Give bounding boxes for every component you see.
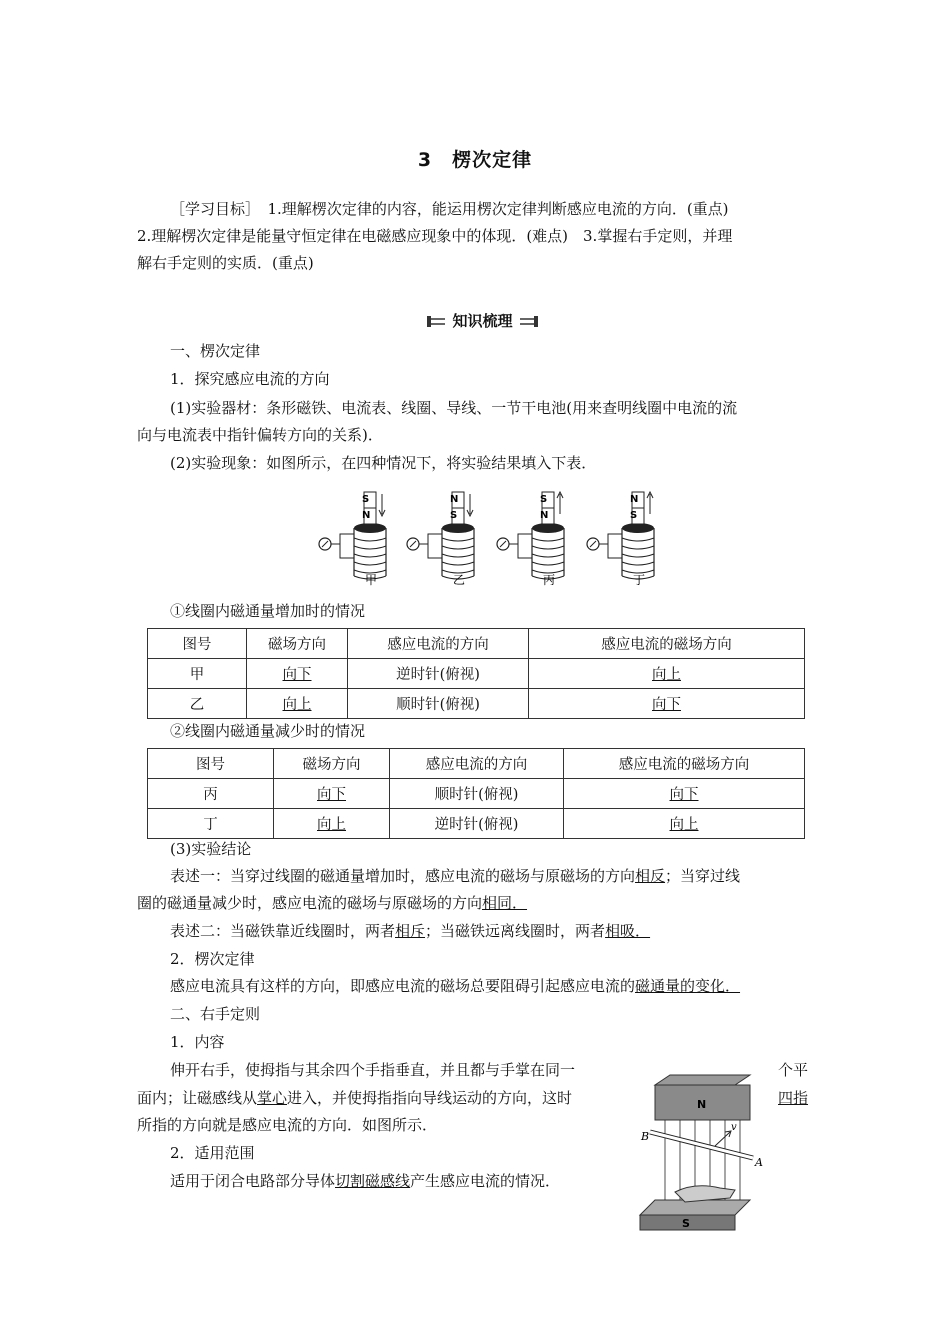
table-cell: 向下 <box>274 779 390 809</box>
magnet-pole-label: N <box>450 494 459 505</box>
table-header: 磁场方向 <box>274 749 390 779</box>
table-row <box>148 809 805 839</box>
table-flux-decrease <box>147 748 805 839</box>
paragraph: 面内；让磁感线从掌心进入，并使拇指指向导线运动的方向，这时 <box>137 1089 573 1107</box>
figure-label-yi: 乙 <box>453 573 466 587</box>
table-row <box>148 659 805 689</box>
subsection-heading: 2．楞次定律 <box>170 950 255 968</box>
paragraph: (2)实验现象：如图所示，在四种情况下，将实验结果填入下表． <box>170 454 597 472</box>
figure-label-ding: 丁 <box>633 573 646 587</box>
subsection-heading: 2．适用范围 <box>170 1144 255 1162</box>
table-header: 感应电流的磁场方向 <box>529 629 805 659</box>
table-cell: 向上 <box>564 809 805 839</box>
learning-goals-line3: 解右手定则的实质．(重点) <box>137 254 314 272</box>
table-header-row <box>148 629 805 659</box>
section2-heading: 二、右手定则 <box>170 1005 261 1023</box>
table-cell: 丁 <box>148 809 274 839</box>
conclusion-line2: 圈的磁通量减少时，感应电流的磁场与原磁场的方向相同． <box>137 894 528 912</box>
coil-diagram-ding <box>587 492 654 579</box>
figure-label-jia: 甲 <box>365 573 378 587</box>
pole-label-n: N <box>697 1098 707 1111</box>
table-row <box>148 779 805 809</box>
subsection-heading: 1．内容 <box>170 1033 225 1051</box>
table-flux-increase <box>147 628 805 719</box>
table-header-row <box>148 749 805 779</box>
experiment-figure <box>310 488 670 588</box>
table-cell: 顺时针(俯视) <box>390 779 564 809</box>
wire-label-a: A <box>755 1156 763 1169</box>
subsection-heading: 1．探究感应电流的方向 <box>170 370 330 388</box>
paragraph-tail: 四指 <box>778 1089 809 1107</box>
section-badge <box>425 311 540 333</box>
paragraph: 所指的方向就是感应电流的方向．如图所示． <box>137 1116 438 1134</box>
table-header: 图号 <box>148 629 247 659</box>
magnet-pole-label: N <box>362 510 371 521</box>
velocity-label: v <box>731 1122 737 1133</box>
table-cell: 乙 <box>148 689 247 719</box>
table-header: 感应电流的方向 <box>390 749 564 779</box>
coil-diagram-jia <box>319 492 386 579</box>
magnet-pole-label: N <box>540 510 549 521</box>
table-cell: 向下 <box>247 659 348 689</box>
learning-goals-line1: ［学习目标］ 1.理解楞次定律的内容，能运用楞次定律判断感应电流的方向．(重点) <box>170 200 729 218</box>
table-cell: 向下 <box>529 689 805 719</box>
pole-label-s: S <box>682 1217 690 1230</box>
table-cell: 向上 <box>247 689 348 719</box>
paragraph: 适用于闭合电路部分导体切割磁感线产生感应电流的情况． <box>170 1172 561 1190</box>
learning-goals-line2: 2.理解楞次定律是能量守恒定律在电磁感应现象中的体现．(难点) 3.掌握右手定则，并理 <box>137 227 733 245</box>
table-header: 感应电流的方向 <box>348 629 529 659</box>
conclusion-line1: 表述一：当穿过线圈的磁通量增加时，感应电流的磁场与原磁场的方向相反；当穿过线 <box>170 867 741 885</box>
magnet-pole-label: S <box>362 494 370 505</box>
paragraph: 伸开右手，使拇指与其余四个手指垂直，并且都与手掌在同一 <box>170 1061 576 1079</box>
paragraph-tail: 个平 <box>778 1061 809 1079</box>
table-header: 图号 <box>148 749 274 779</box>
table-cell: 丙 <box>148 779 274 809</box>
section1-heading: 一、楞次定律 <box>170 342 261 360</box>
page-title: 3 楞次定律 <box>417 149 533 171</box>
wire-label-b: B <box>641 1130 650 1143</box>
paragraph: (1)实验器材：条形磁铁、电流表、线圈、导线、一节干电池(用来查明线圈中电流的流 <box>170 399 738 417</box>
table1-caption: ①线圈内磁通量增加时的情况 <box>170 602 366 620</box>
table-header: 磁场方向 <box>247 629 348 659</box>
table2-caption: ②线圈内磁通量减少时的情况 <box>170 722 366 740</box>
table-cell: 逆时针(俯视) <box>390 809 564 839</box>
table-cell: 甲 <box>148 659 247 689</box>
paragraph: 向与电流表中指针偏转方向的关系)． <box>137 426 383 444</box>
table-cell: 向下 <box>564 779 805 809</box>
table-row <box>148 689 805 719</box>
table-cell: 向上 <box>274 809 390 839</box>
table-cell: 顺时针(俯视) <box>348 689 529 719</box>
magnet-pole-label: S <box>540 494 548 505</box>
table-cell: 向上 <box>529 659 805 689</box>
section-badge-label: 知识梳理 <box>445 311 520 331</box>
conclusion-line3: 表述二：当磁铁靠近线圈时，两者相斥；当磁铁远离线圈时，两者相吸． <box>170 922 651 940</box>
table-cell: 逆时针(俯视) <box>348 659 529 689</box>
magnet-pole-label: S <box>630 510 638 521</box>
coil-diagram-yi <box>407 492 474 579</box>
figure-label-bing: 丙 <box>543 573 556 587</box>
right-hand-rule-figure <box>635 1070 770 1240</box>
conclusion-heading: (3)实验结论 <box>170 840 252 858</box>
magnet-pole-label: S <box>450 510 458 521</box>
law-statement: 感应电流具有这样的方向，即感应电流的磁场总要阻碍引起感应电流的磁通量的变化． <box>170 977 741 995</box>
table-header: 感应电流的磁场方向 <box>564 749 805 779</box>
magnet-pole-label: N <box>630 494 639 505</box>
coil-diagram-bing <box>497 492 564 579</box>
